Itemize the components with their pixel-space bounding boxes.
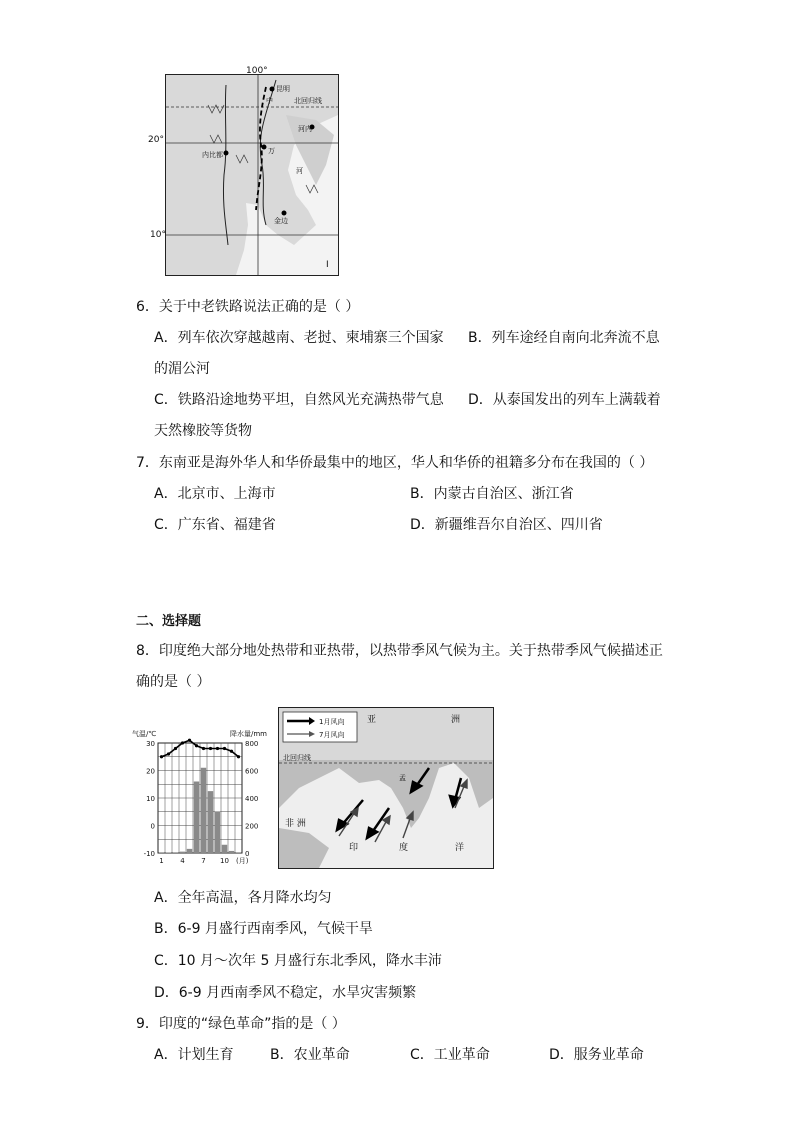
temperature-point (230, 750, 233, 753)
ocean-du: 度 (399, 843, 409, 853)
precip-bar (215, 812, 220, 853)
temperature-point (216, 747, 219, 750)
temperature-point (167, 752, 170, 755)
q8-option-a[interactable]: A．全年高温，各月降水均匀 (154, 890, 332, 906)
tropic-label-2: 北回归线 (283, 754, 311, 762)
x-unit-label: (月) (236, 857, 249, 865)
lat20-label: 20° (148, 135, 164, 145)
q7-option-a[interactable]: A．北京市、上海市 (154, 486, 276, 502)
q6-option-a[interactable]: A．列车依次穿越越南、老挝、柬埔寨三个国家 (154, 330, 444, 346)
kunming-label: 昆明 (276, 85, 290, 93)
x-tick-label: 7 (201, 857, 206, 865)
right-tick-label: 0 (245, 850, 250, 858)
phnom-penh-label: 金边 (274, 217, 288, 225)
temperature-point (174, 747, 177, 750)
temp-axis-label: 气温/℃ (132, 730, 157, 738)
right-tick-label: 600 (245, 767, 259, 776)
x-tick-label: 10 (220, 857, 229, 865)
q7-option-d[interactable]: D．新疆维吾尔自治区、四川省 (410, 517, 603, 533)
q6-option-d-cont: 天然橡胶等货物 (154, 423, 252, 439)
legend-jul: 7月风向 (319, 731, 345, 739)
precip-bar (173, 852, 178, 853)
right-tick-label: 800 (245, 740, 259, 748)
x-tick-label: 4 (180, 857, 185, 865)
climate-chart (130, 729, 275, 869)
precip-bar (208, 791, 213, 853)
precip-bar (180, 852, 185, 853)
mengjia-label: 孟 (399, 774, 406, 782)
precip-bar (222, 845, 227, 853)
left-tick-label: -10 (143, 850, 155, 858)
precip-bar (236, 852, 241, 853)
temperature-point (181, 741, 184, 744)
corner-mark: I (326, 260, 329, 270)
left-tick-label: 30 (146, 740, 155, 748)
temperature-point (209, 747, 212, 750)
southeast-asia-map (165, 66, 339, 276)
q9-option-b[interactable]: B．农业革命 (270, 1047, 350, 1063)
right-tick-label: 200 (245, 822, 259, 831)
asia-ya: 亚 (367, 715, 377, 725)
monsoon-map (278, 707, 494, 869)
q8-stem: 8．印度绝大部分地处热带和亚热带，以热带季风气候为主。关于热带季风气候描述正 (136, 643, 663, 659)
q6-option-b[interactable]: B．列车途经自南向北奔流不息 (468, 330, 660, 346)
q8-option-b[interactable]: B．6-9 月盛行西南季风，气候干旱 (154, 921, 373, 937)
left-tick-label: 20 (146, 767, 155, 776)
temperature-point (188, 739, 191, 742)
q6-option-d[interactable]: D．从泰国发出的列车上满载着 (468, 392, 661, 408)
q8-option-c[interactable]: C．10 月～次年 5 月盛行东北季风，降水丰沛 (154, 953, 442, 969)
left-tick-label: 10 (146, 795, 155, 803)
q8-stem-cont: 确的是（ ） (136, 674, 211, 690)
temperature-point (202, 747, 205, 750)
legend-jan: 1月风向 (319, 718, 345, 726)
tropic-label: 北回归线 (294, 97, 322, 105)
q6-stem: 6．关于中老铁路说法正确的是（ ） (136, 299, 360, 315)
left-tick-label: 0 (150, 822, 155, 831)
vientiane-label: 万 (268, 147, 275, 155)
q6-option-c[interactable]: C．铁路沿途地势平坦，自然风光充满热带气息 (154, 392, 444, 408)
q8-option-d[interactable]: D．6-9 月西南季风不稳定，水旱灾害频繁 (154, 985, 417, 1001)
q6-option-b-cont: 的湄公河 (154, 361, 210, 377)
precip-bar (229, 851, 234, 853)
temperature-point (160, 755, 163, 758)
q9-option-c[interactable]: C．工业革命 (410, 1047, 490, 1063)
hanoi-label: 河内 (298, 125, 312, 133)
x-tick-label: 1 (159, 857, 164, 865)
ocean-yin: 印 (349, 843, 359, 853)
right-tick-label: 400 (245, 795, 259, 803)
q7-option-c[interactable]: C．广东省、福建省 (154, 517, 276, 533)
q7-stem: 7．东南亚是海外华人和华侨最集中的地区，华人和华侨的祖籍多分布在我国的（ ） (136, 455, 654, 471)
q9-stem: 9．印度的“绿色革命”指的是（ ） (136, 1016, 346, 1032)
section-heading: 二、选择题 (136, 614, 202, 629)
precip-axis-label: 降水量/mm (230, 730, 267, 738)
q9-option-a[interactable]: A．计划生育 (154, 1047, 234, 1063)
lat10-label: 10° (150, 230, 166, 240)
asia-zhou: 洲 (451, 715, 461, 725)
precip-bar (201, 768, 206, 853)
africa-label: 非 洲 (285, 819, 306, 829)
q9-option-d[interactable]: D．服务业革命 (549, 1047, 644, 1063)
temperature-point (223, 747, 226, 750)
precip-bar (187, 849, 192, 853)
ocean-yang: 洋 (455, 843, 465, 853)
river-label: 河 (296, 167, 303, 175)
lon-label: 100° (246, 66, 268, 76)
q7-option-b[interactable]: B．内蒙古自治区、浙江省 (410, 486, 574, 502)
precip-bar (194, 782, 199, 854)
temperature-point (237, 755, 240, 758)
temperature-point (195, 744, 198, 747)
zhong-label: 中 (266, 97, 273, 105)
naypyidaw-label: 内比都 (202, 151, 223, 159)
